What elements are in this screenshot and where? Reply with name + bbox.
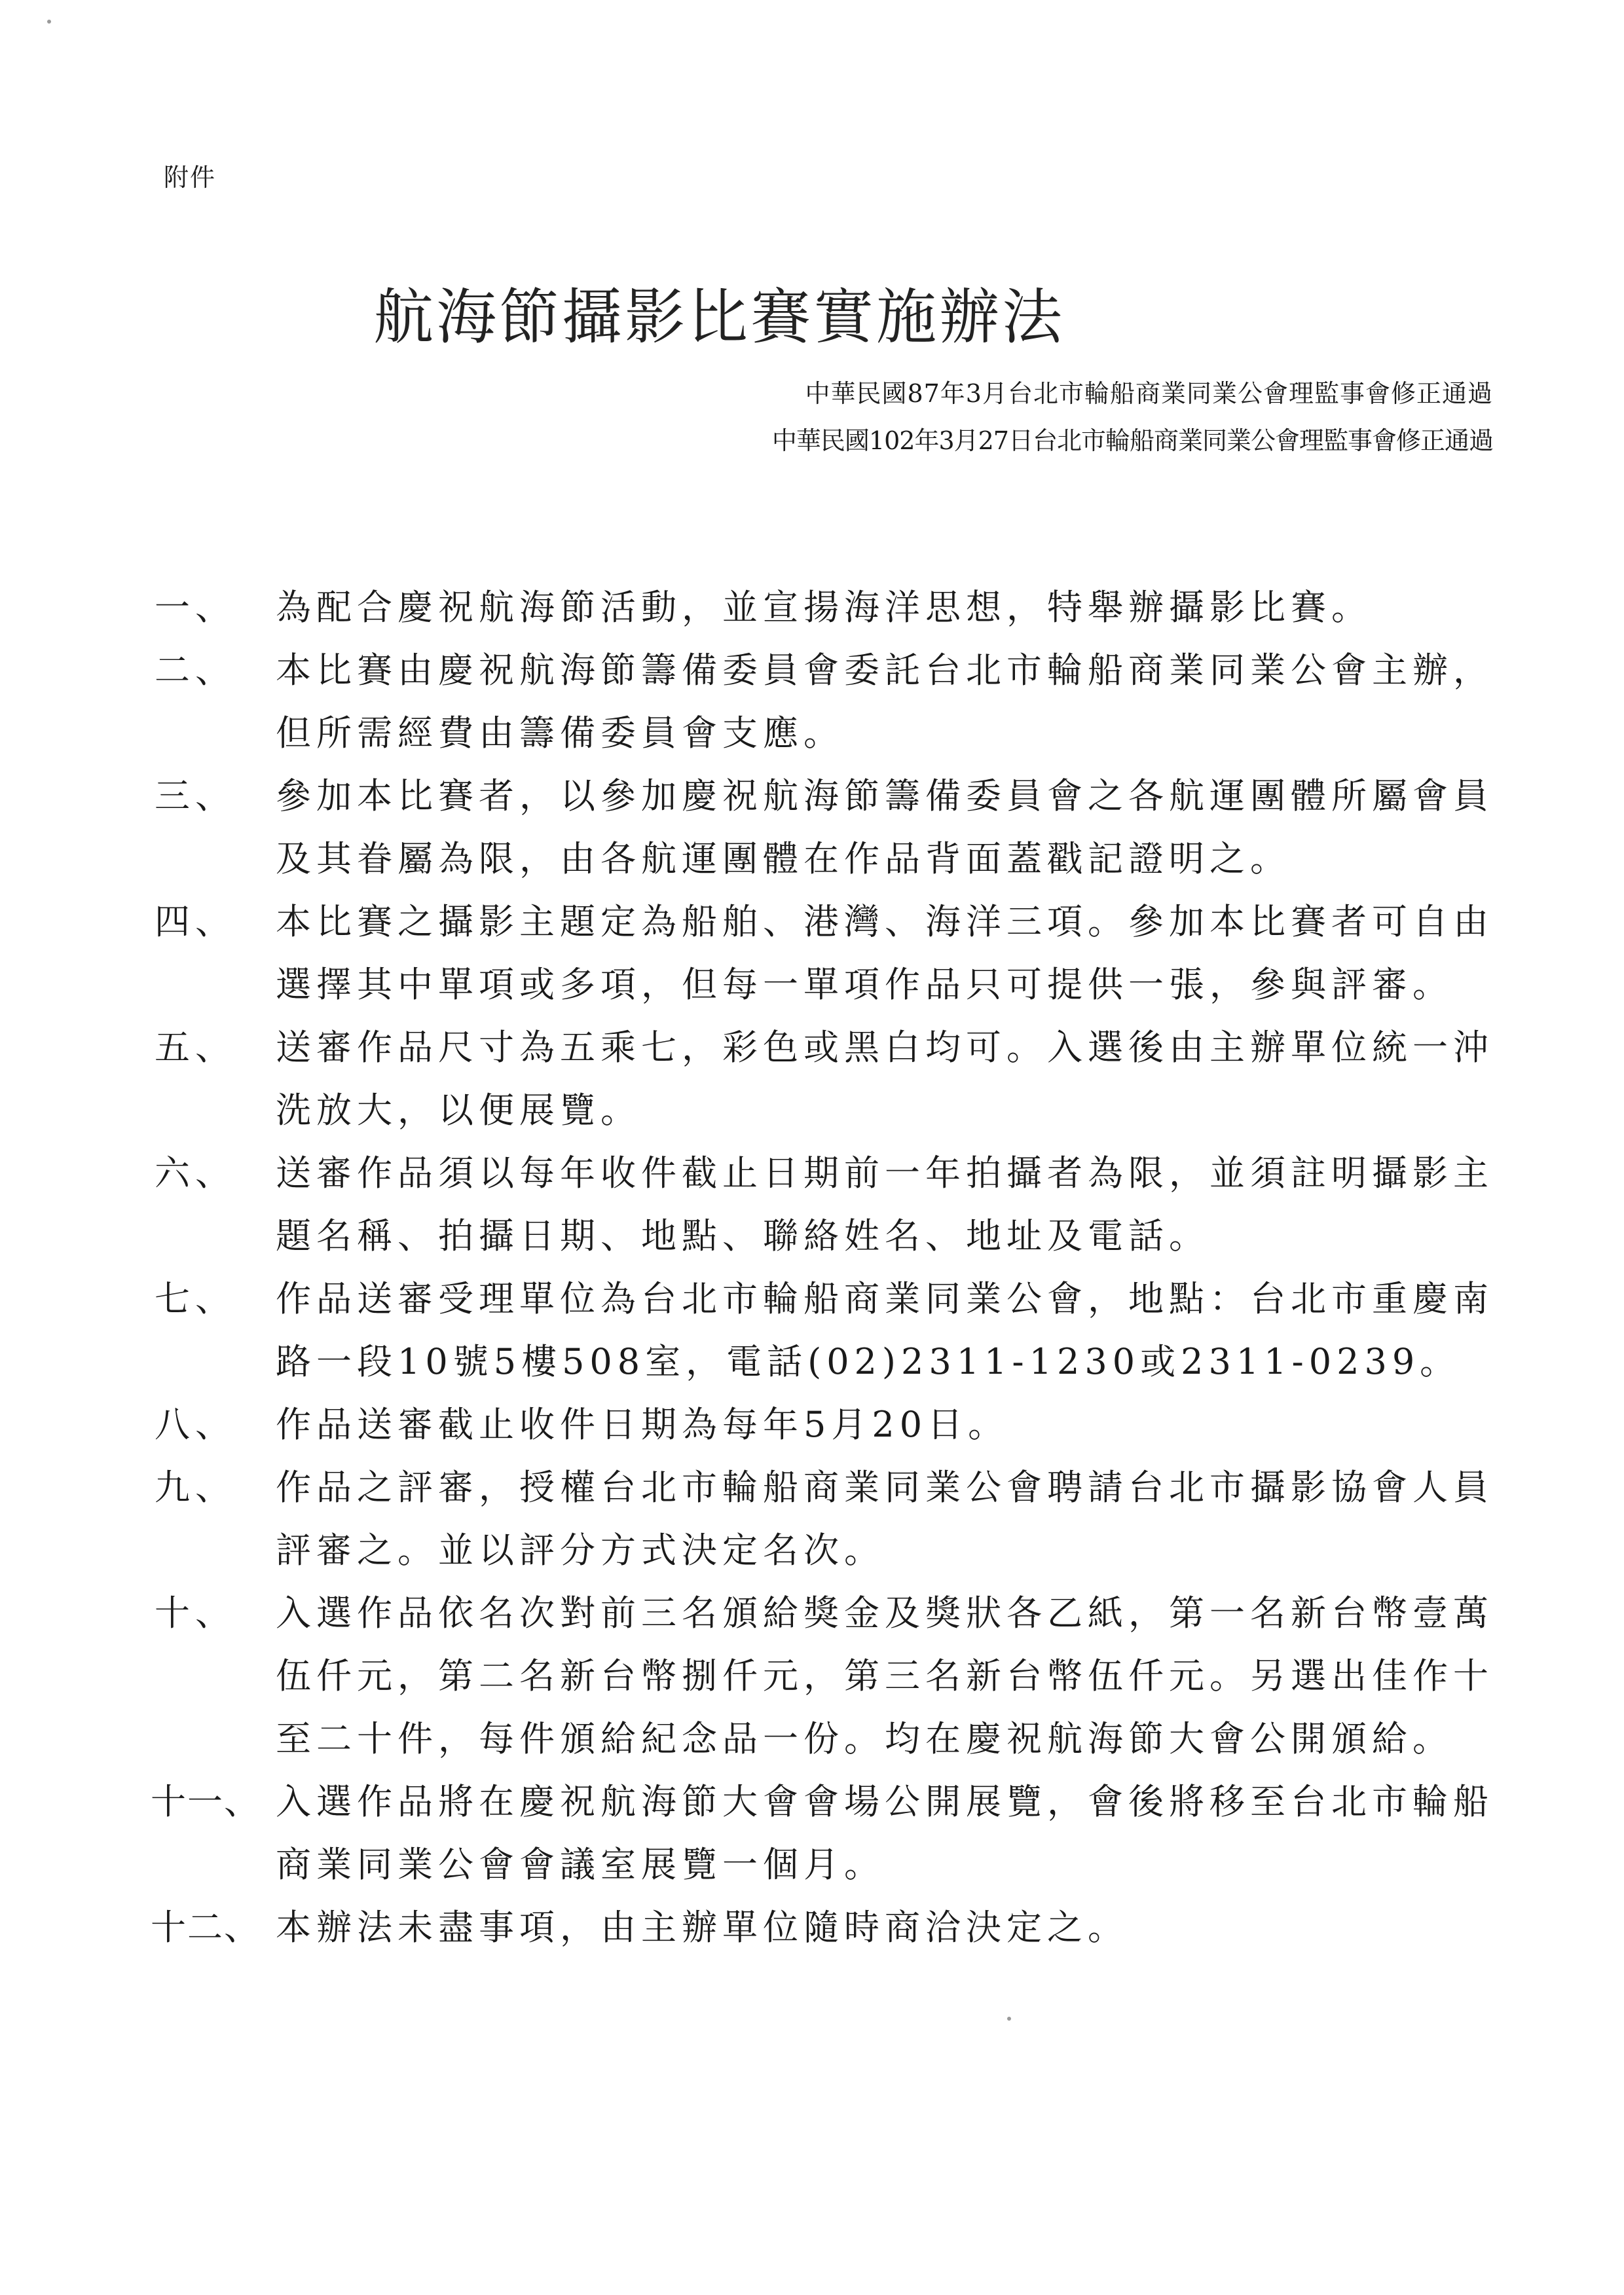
clause-text: 作品送審截止收件日期為每年5月20日。 — [276, 1404, 1009, 1445]
clause-item — [155, 639, 1510, 765]
clause-item — [155, 1393, 1510, 1456]
clause-number: 一、 — [155, 587, 236, 628]
clause-number: 八、 — [155, 1404, 236, 1445]
clause-number: 三、 — [155, 775, 236, 817]
clause-number: 六、 — [155, 1152, 236, 1194]
attachment-label: 附件 — [164, 163, 217, 192]
clause-number: 七、 — [155, 1278, 236, 1319]
clause-item — [155, 1582, 1510, 1771]
clause-number: 二、 — [155, 650, 236, 691]
scan-speck — [1007, 2017, 1011, 2021]
clause-text: 為配合慶祝航海節活動，並宣揚海洋思想，特舉辦攝影比賽。 — [276, 587, 1372, 628]
scan-speck — [47, 20, 51, 24]
clause-text: 參加本比賽者，以參加慶祝航海節籌備委員會之各航運團體所屬會員及其眷屬為限，由各航運團體在作品背面蓋戳記證明之。 — [276, 775, 1494, 879]
clause-number: 四、 — [155, 901, 236, 942]
clause-text: 入選作品依名次對前三名頒給獎金及獎狀各乙紙，第一名新台幣壹萬伍仟元，第二名新台幣捌仟元，第三名新台幣伍仟元。另選出佳作十至二十件，每件頒給紀念品一份。均在慶祝航海節大會公開頒給。 — [276, 1592, 1494, 1759]
amendment-note: 中華民國87年3月台北市輪船商業同業公會理監事會修正通過 — [805, 379, 1493, 408]
clause-text: 本比賽由慶祝航海節籌備委員會委託台北市輪船商業同業公會主辦，但所需經費由籌備委員會支應。 — [276, 650, 1494, 754]
clause-text: 入選作品將在慶祝航海節大會會場公開展覽，會後將移至台北市輪船商業同業公會會議室展覽一個月。 — [276, 1781, 1494, 1885]
clause-text: 本辦法未盡事項，由主辦單位隨時商洽決定之。 — [276, 1907, 1128, 1948]
clause-text: 送審作品尺寸為五乘七，彩色或黑白均可。入選後由主辦單位統一沖洗放大，以便展覽。 — [276, 1027, 1494, 1131]
clause-item — [155, 1016, 1510, 1142]
clause-number: 十二、 — [151, 1907, 261, 1948]
clause-number: 五、 — [155, 1027, 236, 1068]
clause-item — [155, 765, 1510, 890]
clause-text: 作品送審受理單位為台北市輪船商業同業公會，地點：台北市重慶南路一段10號5樓508室，電話(02)2311-1230或2311-0239。 — [276, 1278, 1494, 1382]
clause-item — [155, 890, 1510, 1016]
clause-item — [151, 1896, 1510, 1959]
clause-number: 十一、 — [151, 1781, 261, 1822]
clause-list — [151, 576, 1510, 1959]
clause-item — [155, 1456, 1510, 1582]
clause-number: 九、 — [155, 1467, 236, 1508]
clause-item — [151, 1771, 1510, 1896]
clause-item — [155, 576, 1510, 639]
clause-item — [155, 1268, 1510, 1393]
clause-text: 送審作品須以每年收件截止日期前一年拍攝者為限，並須註明攝影主題名稱、拍攝日期、地點、聯絡姓名、地址及電話。 — [276, 1152, 1494, 1257]
clause-text: 作品之評審，授權台北市輪船商業同業公會聘請台北市攝影協會人員評審之。並以評分方式決定名次。 — [276, 1467, 1494, 1571]
clause-item — [155, 1142, 1510, 1268]
amendment-note: 中華民國102年3月27日台北市輪船商業同業公會理監事會修正通過 — [771, 426, 1493, 455]
clause-text: 本比賽之攝影主題定為船舶、港灣、海洋三項。參加本比賽者可自由選擇其中單項或多項，但每一單項作品只可提供一張，參與評審。 — [276, 901, 1494, 1005]
document-title: 航海節攝影比賽實施辦法 — [373, 282, 1065, 352]
clause-number: 十、 — [155, 1592, 236, 1634]
